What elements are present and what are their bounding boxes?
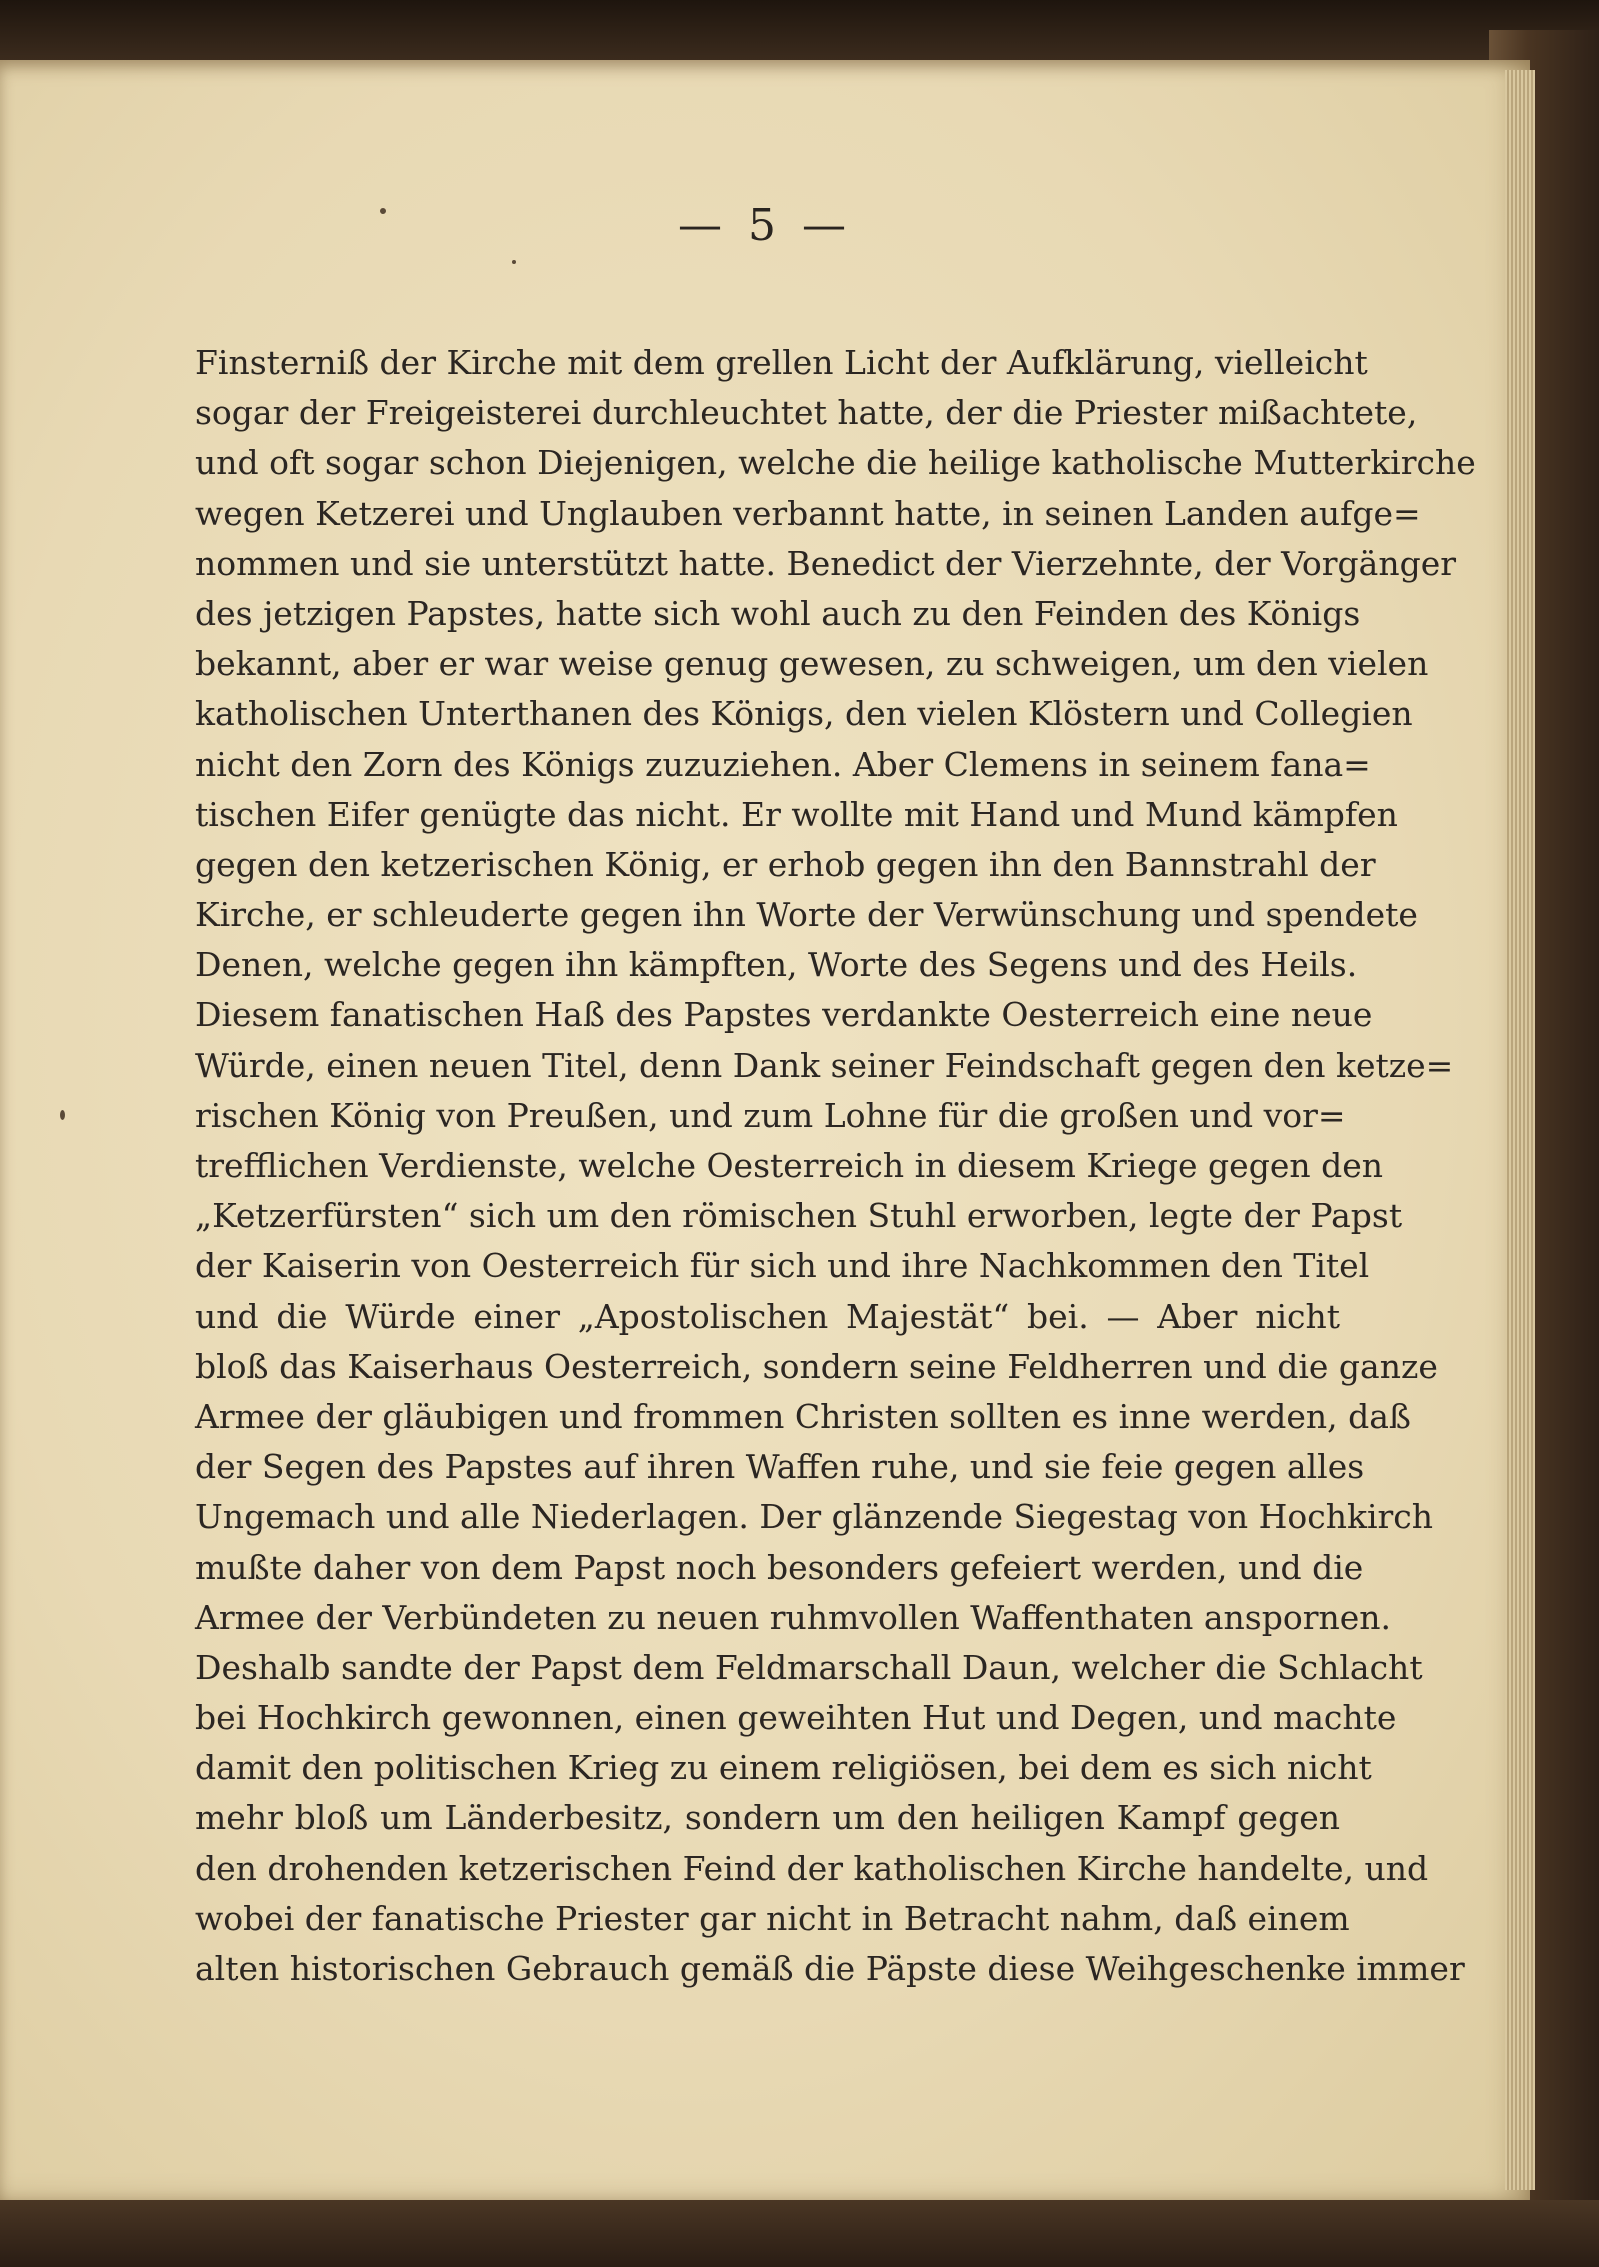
text-line: mußte daher von dem Papst noch besonders gefeiert werden, und die: [195, 1547, 1364, 1587]
text-line: des jetzigen Papstes, hatte sich wohl auch zu den Feinden des Königs: [195, 593, 1361, 633]
text-line: damit den politischen Krieg zu einem religiösen, bei dem es sich nicht: [195, 1748, 1372, 1788]
text-line: Armee der gläubigen und frommen Christen sollten es inne werden, daß: [195, 1396, 1411, 1436]
text-line: gegen den ketzerischen König, er erhob gegen ihn den Bannstrahl der: [195, 844, 1376, 884]
text-line: Deshalb sandte der Papst dem Feldmarschall Daun, welcher die Schlacht: [195, 1647, 1423, 1687]
text-line: Denen, welche gegen ihn kämpften, Worte des Segens und des Heils.: [195, 945, 1358, 985]
book-bottom-edge: [0, 2200, 1599, 2267]
text-line: mehr bloß um Länderbesitz, sondern um den heiligen Kampf gegen: [195, 1798, 1340, 1838]
text-line: nommen und sie unterstützt hatte. Benedict der Vierzehnte, der Vorgänger: [195, 543, 1457, 583]
text-line: sogar der Freigeisterei durchleuchtet hatte, der die Priester mißachtete,: [195, 393, 1418, 433]
text-line: Diesem fanatischen Haß des Papstes verdankte Oesterreich eine neue: [195, 995, 1373, 1035]
text-line: Ungemach und alle Niederlagen. Der glänzende Siegestag von Hochkirch: [195, 1497, 1434, 1537]
text-line: trefflichen Verdienste, welche Oesterreich in diesem Kriege gegen den: [195, 1146, 1384, 1185]
text-line: alten historischen Gebrauch gemäß die Päpste diese Weihgeschenke immer: [195, 1949, 1465, 1988]
text-line: der Kaiserin von Oesterreich für sich und ihre Nachkommen den Titel: [195, 1246, 1370, 1286]
text-line: Kirche, er schleuderte gegen ihn Worte der Verwünschung und spendete: [195, 895, 1418, 935]
text-line: bloß das Kaiserhaus Oesterreich, sondern seine Feldherren und die ganze: [195, 1346, 1438, 1386]
text-line: Würde, einen neuen Titel, denn Dank seiner Feindschaft gegen den ketze=: [195, 1045, 1454, 1085]
text-line: und oft sogar schon Diejenigen, welche die heilige katholische Mutterkirche: [195, 443, 1476, 483]
paper-speck: [380, 208, 386, 214]
text-line: tischen Eifer genügte das nicht. Er wollte mit Hand und Mund kämpfen: [195, 794, 1398, 834]
paper-speck: [512, 260, 516, 264]
text-line: wobei der fanatische Priester gar nicht in Betracht nahm, daß einem: [195, 1898, 1350, 1938]
text-line: katholischen Unterthanen des Königs, den vielen Klöstern und Collegien: [195, 694, 1413, 734]
text-line: bekannt, aber er war weise genug gewesen, zu schweigen, um den vielen: [195, 644, 1429, 684]
text-line: Finsterniß der Kirche mit dem grellen Licht der Aufklärung, vielleicht: [195, 343, 1368, 382]
text-line: und die Würde einer „Apostolischen Majestät“ bei. — Aber nicht: [195, 1296, 1340, 1336]
text-line: den drohenden ketzerischen Feind der katholischen Kirche handelte, und: [195, 1848, 1429, 1888]
text-line: Armee der Verbündeten zu neuen ruhmvollen Waffenthaten anspornen.: [195, 1597, 1392, 1637]
book-page: [0, 60, 1530, 2200]
book-top-edge: [0, 0, 1599, 60]
body-text: [195, 338, 1476, 1994]
text-line: bei Hochkirch gewonnen, einen geweihten Hut und Degen, und machte: [195, 1698, 1397, 1738]
text-line: nicht den Zorn des Königs zuzuziehen. Aber Clemens in seinem fana=: [195, 744, 1371, 784]
text-line: wegen Ketzerei und Unglauben verbannt hatte, in seinen Landen aufge=: [195, 493, 1421, 533]
paper-speck: [60, 1110, 65, 1120]
text-line: der Segen des Papstes auf ihren Waffen ruhe, und sie feie gegen alles: [195, 1447, 1365, 1487]
page-number: — 5 —: [678, 200, 852, 251]
text-line: rischen König von Preußen, und zum Lohne für die großen und vor=: [195, 1095, 1346, 1135]
text-line: „Ketzerfürsten“ sich um den römischen Stuhl erworben, legte der Papst: [195, 1196, 1403, 1236]
page-stack-edge: [1505, 70, 1535, 2190]
